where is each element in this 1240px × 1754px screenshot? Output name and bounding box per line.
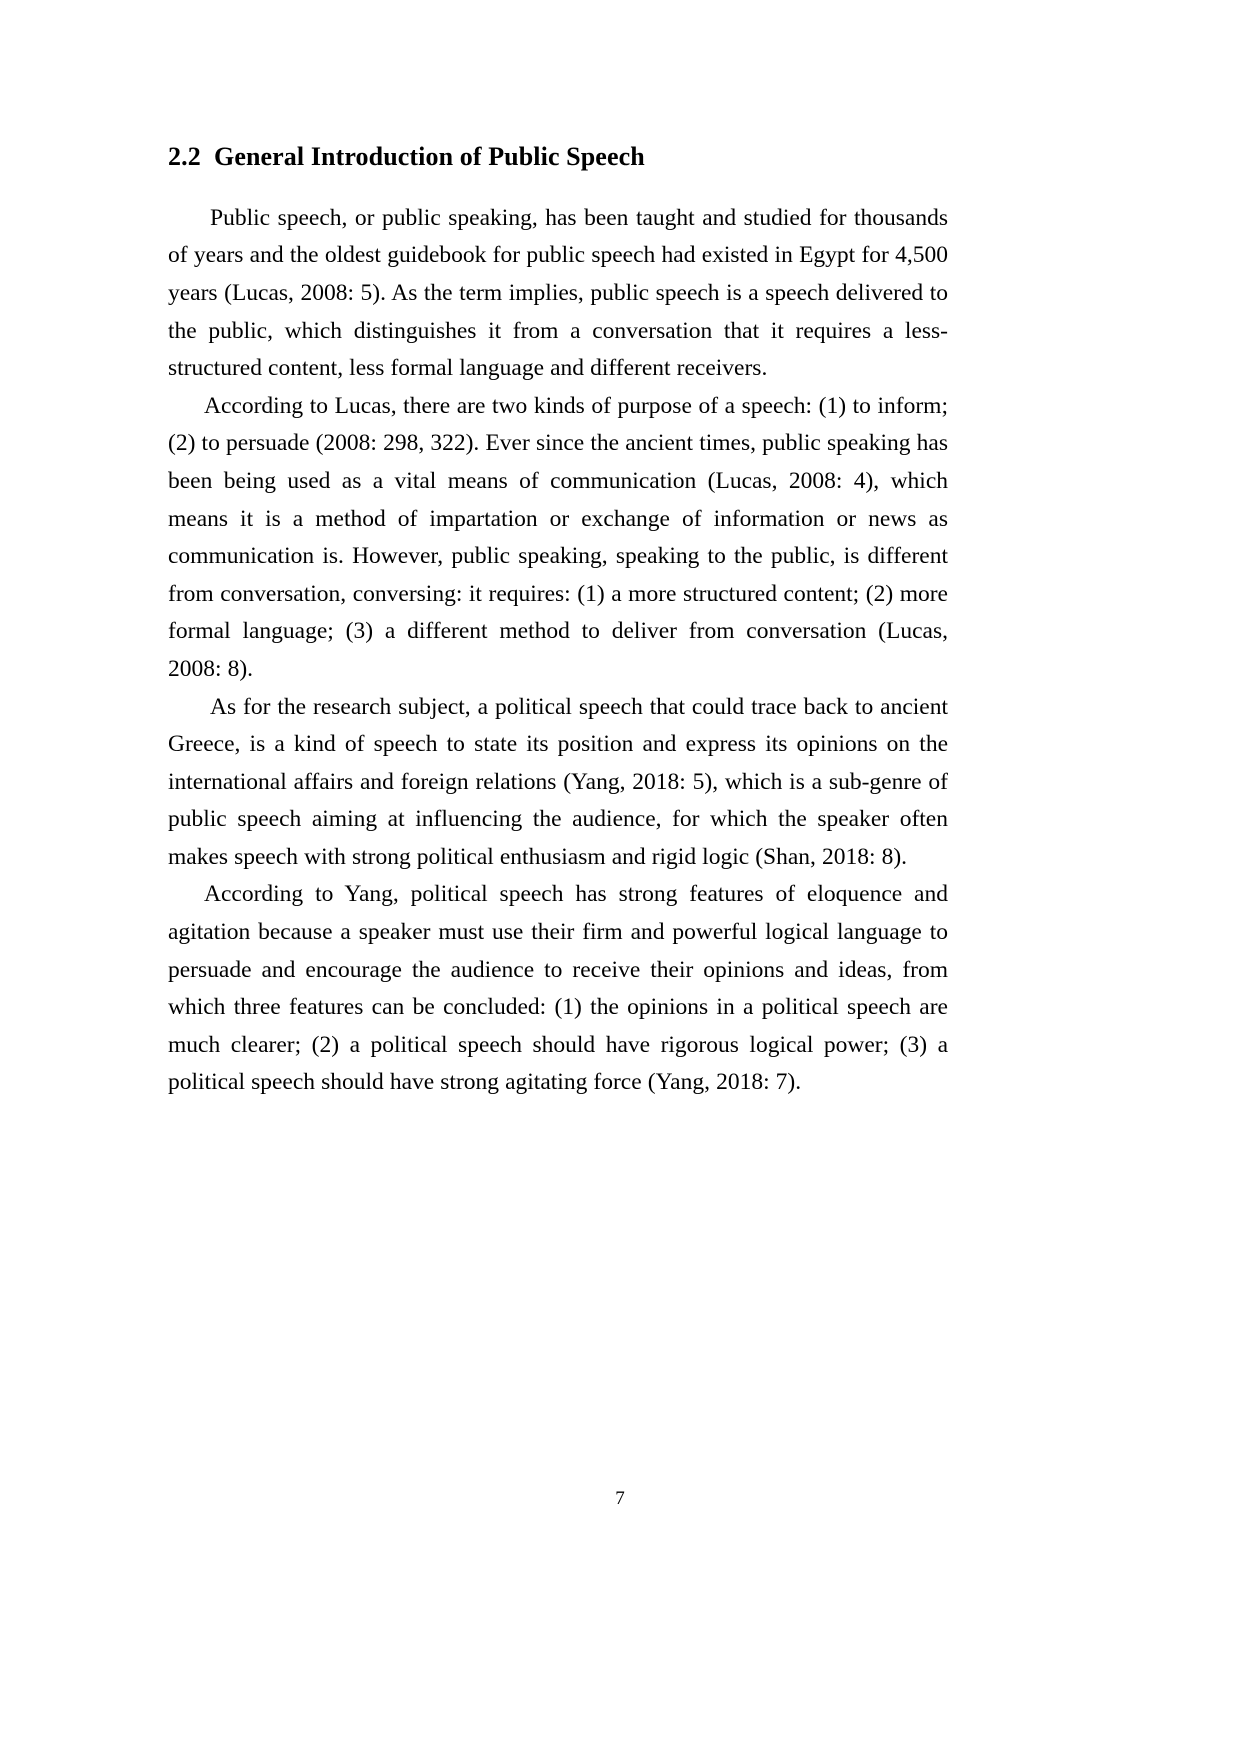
- page-number: 7: [615, 1488, 625, 1509]
- page-title: 2.2 General Introduction of Public Speech: [168, 142, 645, 171]
- paragraph-1: Public speech, or public speaking, has been taught and studied for thousands of years and the oldest guidebook for public speech had existed in Egypt for 4,500 years (Lucas, 2008: 5). As the term implies, public speech is a speech delivered to the public, which distinguishes it from a conversation that it requires a less-structured content, less formal language and different receivers.: [168, 204, 948, 382]
- paragraph-4: According to Yang, political speech has strong features of eloquence and agitation because a speaker must use their firm and powerful logical language to persuade and encourage the audience to receive their opinions and ideas, from which three features can be concluded: (1) the opinions in a political speech are much clearer; (2) a political speech should have rigorous logical power; (3) a political speech should have strong agitating force (Yang, 2018: 7).: [168, 881, 948, 1096]
- paragraph-2: According to Lucas, there are two kinds of purpose of a speech: (1) to inform; (2) to persuade (2008: 298, 322). Ever since the ancient times, public speaking has been being used as a vital means of communication (Lucas, 2008: 4), which means it is a method of impartation or exchange of information or news as communication is. However, public speaking, speaking to the public, is different from conversation, conversing: it requires: (1) a more structured content; (2) more formal language; (3) a different method to deliver from conversation (Lucas, 2008: 8).: [168, 392, 948, 682]
- paragraph-3: As for the research subject, a political speech that could trace back to ancient Greece, is a kind of speech to state its position and express its opinions on the international affairs and foreign relations (Yang, 2018: 5), which is a sub-genre of public speech aiming at influencing the audience, for which the speaker often makes speech with strong political enthusiasm and rigid logic (Shan, 2018: 8).: [168, 693, 948, 870]
- page-content: [168, 140, 948, 1102]
